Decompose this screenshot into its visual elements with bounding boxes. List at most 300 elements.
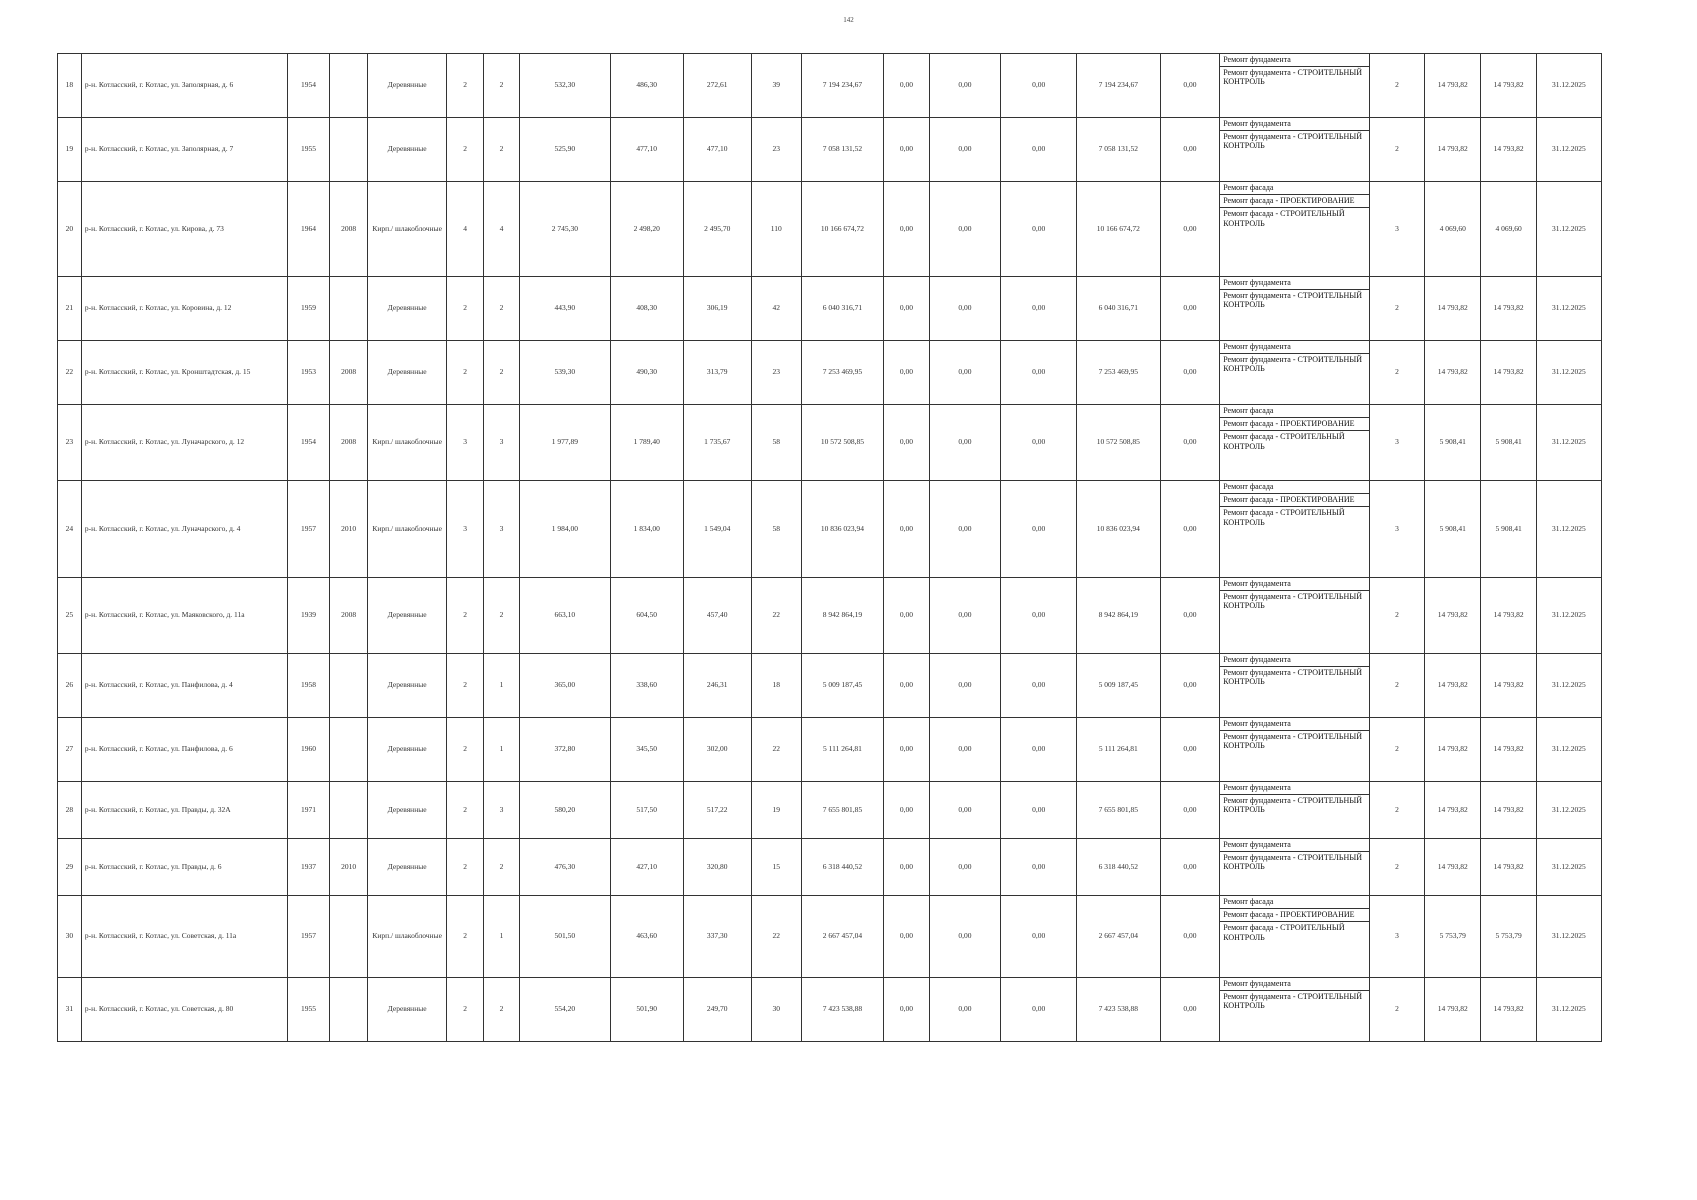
address-cell: р-н. Котласский, г. Котлас, ул. Заполярная, д. 6 — [81, 54, 287, 118]
federal-funds-cell: 0,00 — [884, 978, 930, 1042]
table-row — [58, 578, 1602, 654]
year-last-repair-cell — [330, 118, 368, 182]
regional-funds-cell: 0,00 — [929, 54, 1001, 118]
floors-min-cell: 3 — [484, 405, 520, 481]
row-number-cell: 29 — [58, 839, 82, 896]
work-type-item: Ремонт фасада - ПРОЕКТИРОВАНИЕ — [1220, 908, 1369, 921]
total-area-cell: 663,10 — [519, 578, 610, 654]
row-number-cell: 19 — [58, 118, 82, 182]
work-count-cell: 2 — [1369, 277, 1424, 341]
unit-cost-cell: 14 793,82 — [1425, 118, 1481, 182]
residents-count-cell: 22 — [751, 896, 801, 978]
regional-funds-cell: 0,00 — [929, 718, 1001, 782]
address-cell: р-н. Котласский, г. Котлас, ул. Кирова, д. 73 — [81, 182, 287, 277]
work-types-cell — [1220, 405, 1370, 481]
work-type-item: Ремонт фасада - ПРОЕКТИРОВАНИЕ — [1220, 417, 1369, 430]
other-funds-cell: 0,00 — [1160, 978, 1220, 1042]
residential-area-cell: 1 549,04 — [683, 481, 751, 578]
unit-cost-cell: 5 908,41 — [1425, 481, 1481, 578]
unit-cost-max-cell: 5 908,41 — [1481, 481, 1536, 578]
year-built-cell: 1953 — [287, 341, 329, 405]
address-cell: р-н. Котласский, г. Котлас, ул. Советская, д. 80 — [81, 978, 287, 1042]
floors-min-cell: 2 — [484, 839, 520, 896]
work-type-item: Ремонт фасада - СТРОИТЕЛЬНЫЙ КОНТРОЛЬ — [1220, 921, 1369, 943]
total-cost-cell: 7 423 538,88 — [801, 978, 883, 1042]
table-body — [58, 54, 1602, 1042]
work-type-item: Ремонт фундамента - СТРОИТЕЛЬНЫЙ КОНТРОЛЬ — [1220, 730, 1369, 752]
floors-max-cell: 2 — [447, 54, 484, 118]
premises-area-cell: 477,10 — [610, 118, 683, 182]
unit-cost-cell: 14 793,82 — [1425, 277, 1481, 341]
floors-max-cell: 2 — [447, 978, 484, 1042]
unit-cost-max-cell: 14 793,82 — [1481, 341, 1536, 405]
work-type-item: Ремонт фундамента — [1223, 979, 1291, 988]
total-area-cell: 525,90 — [519, 118, 610, 182]
work-type-item: Ремонт фасада - ПРОЕКТИРОВАНИЕ — [1220, 493, 1369, 506]
row-number-cell: 28 — [58, 782, 82, 839]
owners-funds-cell: 10 836 023,94 — [1077, 481, 1160, 578]
work-count-cell: 2 — [1369, 341, 1424, 405]
work-count-cell: 2 — [1369, 54, 1424, 118]
residents-count-cell: 22 — [751, 718, 801, 782]
work-type-item: Ремонт фундамента - СТРОИТЕЛЬНЫЙ КОНТРОЛЬ — [1220, 66, 1369, 88]
work-types-cell — [1220, 978, 1370, 1042]
residential-area-cell: 1 735,67 — [683, 405, 751, 481]
regional-funds-cell: 0,00 — [929, 654, 1001, 718]
unit-cost-max-cell: 14 793,82 — [1481, 54, 1536, 118]
federal-funds-cell: 0,00 — [884, 182, 930, 277]
table-row — [58, 481, 1602, 578]
year-built-cell: 1955 — [287, 978, 329, 1042]
other-funds-cell: 0,00 — [1160, 118, 1220, 182]
work-type-item: Ремонт фундамента — [1223, 783, 1291, 792]
wall-material-cell: Деревянные — [368, 718, 447, 782]
unit-cost-cell: 14 793,82 — [1425, 718, 1481, 782]
total-area-cell: 539,30 — [519, 341, 610, 405]
work-type-item: Ремонт фундамента - СТРОИТЕЛЬНЫЙ КОНТРОЛЬ — [1220, 353, 1369, 375]
floors-min-cell: 4 — [484, 182, 520, 277]
wall-material-cell: Кирп./ шлакоблочные — [368, 896, 447, 978]
total-cost-cell: 2 667 457,04 — [801, 896, 883, 978]
year-last-repair-cell: 2010 — [330, 481, 368, 578]
municipal-funds-cell: 0,00 — [1001, 718, 1077, 782]
deadline-cell: 31.12.2025 — [1536, 578, 1601, 654]
work-type-item: Ремонт фундамента — [1223, 579, 1291, 588]
floors-max-cell: 2 — [447, 654, 484, 718]
other-funds-cell: 0,00 — [1160, 481, 1220, 578]
wall-material-cell: Кирп./ шлакоблочные — [368, 481, 447, 578]
deadline-cell: 31.12.2025 — [1536, 341, 1601, 405]
premises-area-cell: 345,50 — [610, 718, 683, 782]
unit-cost-max-cell: 4 069,60 — [1481, 182, 1536, 277]
residents-count-cell: 22 — [751, 578, 801, 654]
work-types-cell — [1220, 182, 1370, 277]
table-row — [58, 978, 1602, 1042]
floors-max-cell: 2 — [447, 718, 484, 782]
wall-material-cell: Деревянные — [368, 118, 447, 182]
deadline-cell: 31.12.2025 — [1536, 182, 1601, 277]
total-cost-cell: 7 655 801,85 — [801, 782, 883, 839]
residential-area-cell: 320,80 — [683, 839, 751, 896]
work-types-list — [1220, 578, 1369, 613]
other-funds-cell: 0,00 — [1160, 782, 1220, 839]
municipal-funds-cell: 0,00 — [1001, 896, 1077, 978]
address-cell: р-н. Котласский, г. Котлас, ул. Панфилова, д. 6 — [81, 718, 287, 782]
work-types-list — [1220, 54, 1369, 89]
residential-area-cell: 337,30 — [683, 896, 751, 978]
work-types-list — [1220, 978, 1369, 1013]
table-row — [58, 118, 1602, 182]
address-cell: р-н. Котласский, г. Котлас, ул. Правды, д. 6 — [81, 839, 287, 896]
table-row — [58, 839, 1602, 896]
unit-cost-max-cell: 14 793,82 — [1481, 978, 1536, 1042]
year-built-cell: 1957 — [287, 481, 329, 578]
federal-funds-cell: 0,00 — [884, 277, 930, 341]
regional-funds-cell: 0,00 — [929, 341, 1001, 405]
total-area-cell: 501,50 — [519, 896, 610, 978]
regional-funds-cell: 0,00 — [929, 839, 1001, 896]
total-area-cell: 1 984,00 — [519, 481, 610, 578]
work-count-cell: 3 — [1369, 182, 1424, 277]
total-area-cell: 365,00 — [519, 654, 610, 718]
municipal-funds-cell: 0,00 — [1001, 839, 1077, 896]
unit-cost-cell: 4 069,60 — [1425, 182, 1481, 277]
federal-funds-cell: 0,00 — [884, 782, 930, 839]
floors-max-cell: 2 — [447, 578, 484, 654]
work-type-item: Ремонт фундамента — [1223, 278, 1291, 287]
residents-count-cell: 18 — [751, 654, 801, 718]
residents-count-cell: 23 — [751, 118, 801, 182]
unit-cost-cell: 14 793,82 — [1425, 578, 1481, 654]
work-types-list — [1220, 341, 1369, 376]
work-type-item: Ремонт фундамента - СТРОИТЕЛЬНЫЙ КОНТРОЛЬ — [1220, 794, 1369, 816]
floors-max-cell: 4 — [447, 182, 484, 277]
municipal-funds-cell: 0,00 — [1001, 182, 1077, 277]
unit-cost-cell: 14 793,82 — [1425, 839, 1481, 896]
municipal-funds-cell: 0,00 — [1001, 654, 1077, 718]
wall-material-cell: Деревянные — [368, 54, 447, 118]
repair-program-table — [57, 53, 1602, 1042]
deadline-cell: 31.12.2025 — [1536, 54, 1601, 118]
year-last-repair-cell: 2010 — [330, 839, 368, 896]
unit-cost-max-cell: 14 793,82 — [1481, 718, 1536, 782]
work-types-list — [1220, 405, 1369, 453]
table-row — [58, 718, 1602, 782]
table-row — [58, 896, 1602, 978]
row-number-cell: 18 — [58, 54, 82, 118]
floors-max-cell: 2 — [447, 782, 484, 839]
wall-material-cell: Деревянные — [368, 341, 447, 405]
other-funds-cell: 0,00 — [1160, 405, 1220, 481]
work-type-item: Ремонт фундамента — [1223, 342, 1291, 351]
floors-min-cell: 3 — [484, 782, 520, 839]
floors-min-cell: 2 — [484, 578, 520, 654]
owners-funds-cell: 6 040 316,71 — [1077, 277, 1160, 341]
residential-area-cell: 272,61 — [683, 54, 751, 118]
other-funds-cell: 0,00 — [1160, 654, 1220, 718]
work-types-list — [1220, 839, 1369, 874]
floors-min-cell: 1 — [484, 718, 520, 782]
work-type-item: Ремонт фундамента - СТРОИТЕЛЬНЫЙ КОНТРОЛЬ — [1220, 666, 1369, 688]
residents-count-cell: 30 — [751, 978, 801, 1042]
address-cell: р-н. Котласский, г. Котлас, ул. Луначарского, д. 4 — [81, 481, 287, 578]
work-type-item: Ремонт фундамента — [1223, 55, 1291, 64]
municipal-funds-cell: 0,00 — [1001, 341, 1077, 405]
premises-area-cell: 2 498,20 — [610, 182, 683, 277]
floors-max-cell: 2 — [447, 277, 484, 341]
floors-min-cell: 2 — [484, 277, 520, 341]
unit-cost-cell: 14 793,82 — [1425, 54, 1481, 118]
unit-cost-max-cell: 14 793,82 — [1481, 839, 1536, 896]
other-funds-cell: 0,00 — [1160, 54, 1220, 118]
regional-funds-cell: 0,00 — [929, 578, 1001, 654]
floors-max-cell: 2 — [447, 839, 484, 896]
work-type-item: Ремонт фасада — [1223, 183, 1274, 192]
work-type-item: Ремонт фасада - СТРОИТЕЛЬНЫЙ КОНТРОЛЬ — [1220, 207, 1369, 229]
deadline-cell: 31.12.2025 — [1536, 978, 1601, 1042]
owners-funds-cell: 8 942 864,19 — [1077, 578, 1160, 654]
year-last-repair-cell — [330, 718, 368, 782]
unit-cost-max-cell: 5 753,79 — [1481, 896, 1536, 978]
residents-count-cell: 110 — [751, 182, 801, 277]
floors-min-cell: 2 — [484, 978, 520, 1042]
unit-cost-cell: 14 793,82 — [1425, 654, 1481, 718]
premises-area-cell: 604,50 — [610, 578, 683, 654]
wall-material-cell: Деревянные — [368, 578, 447, 654]
total-cost-cell: 6 040 316,71 — [801, 277, 883, 341]
premises-area-cell: 1 834,00 — [610, 481, 683, 578]
work-types-cell — [1220, 341, 1370, 405]
deadline-cell: 31.12.2025 — [1536, 405, 1601, 481]
premises-area-cell: 427,10 — [610, 839, 683, 896]
total-cost-cell: 6 318 440,52 — [801, 839, 883, 896]
floors-max-cell: 3 — [447, 481, 484, 578]
year-built-cell: 1959 — [287, 277, 329, 341]
residents-count-cell: 19 — [751, 782, 801, 839]
work-types-cell — [1220, 277, 1370, 341]
residents-count-cell: 58 — [751, 481, 801, 578]
federal-funds-cell: 0,00 — [884, 118, 930, 182]
total-area-cell: 476,30 — [519, 839, 610, 896]
wall-material-cell: Деревянные — [368, 277, 447, 341]
total-cost-cell: 8 942 864,19 — [801, 578, 883, 654]
unit-cost-cell: 5 753,79 — [1425, 896, 1481, 978]
work-type-item: Ремонт фундамента — [1223, 655, 1291, 664]
residential-area-cell: 246,31 — [683, 654, 751, 718]
wall-material-cell: Деревянные — [368, 782, 447, 839]
work-count-cell: 2 — [1369, 578, 1424, 654]
work-types-list — [1220, 654, 1369, 689]
year-last-repair-cell — [330, 277, 368, 341]
row-number-cell: 23 — [58, 405, 82, 481]
table-row — [58, 405, 1602, 481]
work-count-cell: 3 — [1369, 481, 1424, 578]
regional-funds-cell: 0,00 — [929, 118, 1001, 182]
table-row — [58, 341, 1602, 405]
work-type-item: Ремонт фундамента — [1223, 119, 1291, 128]
work-types-cell — [1220, 782, 1370, 839]
year-last-repair-cell — [330, 654, 368, 718]
table-row — [58, 782, 1602, 839]
work-types-cell — [1220, 118, 1370, 182]
address-cell: р-н. Котласский, г. Котлас, ул. Луначарского, д. 12 — [81, 405, 287, 481]
wall-material-cell: Кирп./ шлакоблочные — [368, 405, 447, 481]
year-built-cell: 1964 — [287, 182, 329, 277]
floors-min-cell: 1 — [484, 896, 520, 978]
floors-min-cell: 2 — [484, 341, 520, 405]
owners-funds-cell: 7 058 131,52 — [1077, 118, 1160, 182]
residential-area-cell: 2 495,70 — [683, 182, 751, 277]
owners-funds-cell: 5 111 264,81 — [1077, 718, 1160, 782]
year-last-repair-cell: 2008 — [330, 182, 368, 277]
owners-funds-cell: 10 166 674,72 — [1077, 182, 1160, 277]
total-area-cell: 2 745,30 — [519, 182, 610, 277]
deadline-cell: 31.12.2025 — [1536, 654, 1601, 718]
work-types-cell — [1220, 481, 1370, 578]
wall-material-cell: Деревянные — [368, 978, 447, 1042]
municipal-funds-cell: 0,00 — [1001, 405, 1077, 481]
work-type-item: Ремонт фундамента - СТРОИТЕЛЬНЫЙ КОНТРОЛЬ — [1220, 590, 1369, 612]
total-cost-cell: 10 836 023,94 — [801, 481, 883, 578]
work-types-list — [1220, 182, 1369, 230]
unit-cost-max-cell: 5 908,41 — [1481, 405, 1536, 481]
municipal-funds-cell: 0,00 — [1001, 578, 1077, 654]
owners-funds-cell: 7 194 234,67 — [1077, 54, 1160, 118]
premises-area-cell: 463,60 — [610, 896, 683, 978]
municipal-funds-cell: 0,00 — [1001, 481, 1077, 578]
work-type-item: Ремонт фундамента — [1223, 840, 1291, 849]
residential-area-cell: 306,19 — [683, 277, 751, 341]
wall-material-cell: Деревянные — [368, 654, 447, 718]
federal-funds-cell: 0,00 — [884, 405, 930, 481]
residents-count-cell: 15 — [751, 839, 801, 896]
unit-cost-max-cell: 14 793,82 — [1481, 277, 1536, 341]
row-number-cell: 20 — [58, 182, 82, 277]
floors-min-cell: 2 — [484, 54, 520, 118]
residential-area-cell: 302,00 — [683, 718, 751, 782]
table-row — [58, 54, 1602, 118]
work-types-list — [1220, 782, 1369, 817]
year-built-cell: 1957 — [287, 896, 329, 978]
residential-area-cell: 517,22 — [683, 782, 751, 839]
other-funds-cell: 0,00 — [1160, 718, 1220, 782]
total-cost-cell: 7 058 131,52 — [801, 118, 883, 182]
federal-funds-cell: 0,00 — [884, 481, 930, 578]
work-type-item: Ремонт фасада - СТРОИТЕЛЬНЫЙ КОНТРОЛЬ — [1220, 506, 1369, 528]
premises-area-cell: 408,30 — [610, 277, 683, 341]
federal-funds-cell: 0,00 — [884, 54, 930, 118]
year-built-cell: 1958 — [287, 654, 329, 718]
year-last-repair-cell: 2008 — [330, 405, 368, 481]
work-type-item: Ремонт фасада — [1223, 482, 1274, 491]
work-types-list — [1220, 118, 1369, 153]
work-count-cell: 3 — [1369, 405, 1424, 481]
total-cost-cell: 10 166 674,72 — [801, 182, 883, 277]
address-cell: р-н. Котласский, г. Котлас, ул. Правды, д. 32А — [81, 782, 287, 839]
regional-funds-cell: 0,00 — [929, 481, 1001, 578]
work-types-cell — [1220, 578, 1370, 654]
address-cell: р-н. Котласский, г. Котлас, ул. Коровина, д. 12 — [81, 277, 287, 341]
work-types-cell — [1220, 718, 1370, 782]
work-type-item: Ремонт фундамента - СТРОИТЕЛЬНЫЙ КОНТРОЛЬ — [1220, 990, 1369, 1012]
year-last-repair-cell — [330, 896, 368, 978]
total-cost-cell: 7 194 234,67 — [801, 54, 883, 118]
owners-funds-cell: 7 423 538,88 — [1077, 978, 1160, 1042]
year-built-cell: 1939 — [287, 578, 329, 654]
residential-area-cell: 249,70 — [683, 978, 751, 1042]
work-count-cell: 2 — [1369, 978, 1424, 1042]
owners-funds-cell: 7 655 801,85 — [1077, 782, 1160, 839]
wall-material-cell: Деревянные — [368, 839, 447, 896]
work-types-list — [1220, 896, 1369, 944]
municipal-funds-cell: 0,00 — [1001, 978, 1077, 1042]
work-type-item: Ремонт фасада — [1223, 897, 1274, 906]
regional-funds-cell: 0,00 — [929, 896, 1001, 978]
work-count-cell: 2 — [1369, 654, 1424, 718]
unit-cost-cell: 14 793,82 — [1425, 341, 1481, 405]
work-type-item: Ремонт фасада — [1223, 406, 1274, 415]
residents-count-cell: 23 — [751, 341, 801, 405]
residential-area-cell: 457,40 — [683, 578, 751, 654]
work-type-item: Ремонт фундамента - СТРОИТЕЛЬНЫЙ КОНТРОЛЬ — [1220, 289, 1369, 311]
address-cell: р-н. Котласский, г. Котлас, ул. Маяковского, д. 11а — [81, 578, 287, 654]
regional-funds-cell: 0,00 — [929, 978, 1001, 1042]
table-row — [58, 277, 1602, 341]
owners-funds-cell: 2 667 457,04 — [1077, 896, 1160, 978]
federal-funds-cell: 0,00 — [884, 839, 930, 896]
owners-funds-cell: 10 572 508,85 — [1077, 405, 1160, 481]
total-cost-cell: 10 572 508,85 — [801, 405, 883, 481]
deadline-cell: 31.12.2025 — [1536, 718, 1601, 782]
residents-count-cell: 39 — [751, 54, 801, 118]
regional-funds-cell: 0,00 — [929, 782, 1001, 839]
municipal-funds-cell: 0,00 — [1001, 782, 1077, 839]
work-count-cell: 2 — [1369, 839, 1424, 896]
total-area-cell: 1 977,89 — [519, 405, 610, 481]
work-types-list — [1220, 277, 1369, 312]
federal-funds-cell: 0,00 — [884, 578, 930, 654]
total-cost-cell: 5 009 187,45 — [801, 654, 883, 718]
table-row — [58, 654, 1602, 718]
deadline-cell: 31.12.2025 — [1536, 481, 1601, 578]
owners-funds-cell: 7 253 469,95 — [1077, 341, 1160, 405]
premises-area-cell: 501,90 — [610, 978, 683, 1042]
work-types-list — [1220, 481, 1369, 529]
address-cell: р-н. Котласский, г. Котлас, ул. Советская, д. 11а — [81, 896, 287, 978]
deadline-cell: 31.12.2025 — [1536, 839, 1601, 896]
unit-cost-max-cell: 14 793,82 — [1481, 782, 1536, 839]
total-area-cell: 443,90 — [519, 277, 610, 341]
total-area-cell: 532,30 — [519, 54, 610, 118]
other-funds-cell: 0,00 — [1160, 182, 1220, 277]
municipal-funds-cell: 0,00 — [1001, 118, 1077, 182]
municipal-funds-cell: 0,00 — [1001, 277, 1077, 341]
unit-cost-cell: 14 793,82 — [1425, 978, 1481, 1042]
total-cost-cell: 5 111 264,81 — [801, 718, 883, 782]
work-types-cell — [1220, 54, 1370, 118]
deadline-cell: 31.12.2025 — [1536, 118, 1601, 182]
work-count-cell: 3 — [1369, 896, 1424, 978]
row-number-cell: 22 — [58, 341, 82, 405]
table-row — [58, 182, 1602, 277]
floors-max-cell: 2 — [447, 896, 484, 978]
owners-funds-cell: 5 009 187,45 — [1077, 654, 1160, 718]
total-area-cell: 580,20 — [519, 782, 610, 839]
work-count-cell: 2 — [1369, 718, 1424, 782]
premises-area-cell: 486,30 — [610, 54, 683, 118]
year-last-repair-cell — [330, 978, 368, 1042]
residents-count-cell: 58 — [751, 405, 801, 481]
